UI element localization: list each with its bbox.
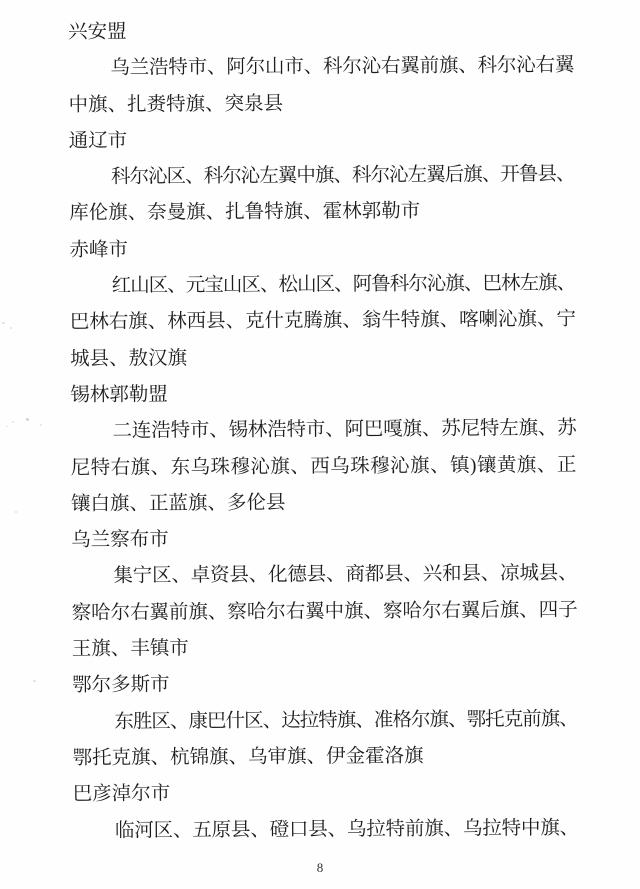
section-heading: 赤峰市 <box>69 239 129 261</box>
document-line: 鄂托克旗、杭锦旗、乌审旗、伊金霍洛旗 <box>72 745 424 769</box>
document-line: 红山区、元宝山区、松山区、阿鲁科尔沁旗、巴林左旗、 <box>111 272 576 297</box>
document-line: 集宁区、卓资县、化德县、商都县、兴和县、凉城县、 <box>113 563 578 588</box>
page-number: 8 <box>316 860 324 875</box>
document-line: 库伦旗、奈曼旗、扎鲁特旗、霍林郭勒市 <box>69 201 421 225</box>
section-heading: 巴彦淖尔市 <box>72 783 171 806</box>
section-heading: 通辽市 <box>68 130 128 152</box>
scan-speckle <box>2 322 5 324</box>
document-line: 镶白旗、正蓝旗、多伦县 <box>70 492 286 515</box>
document-line: 尼特右旗、东乌珠穆沁旗、西乌珠穆沁旗、镇)镶黄旗、正 <box>70 454 577 479</box>
document-line: 城县、敖汉旗 <box>70 347 188 370</box>
section-heading: 鄂尔多斯市 <box>72 674 170 697</box>
section-heading: 兴安盟 <box>68 21 127 43</box>
document-line: 巴林右旗、林西县、克什克腾旗、翁牛特旗、喀喇沁旗、宁 <box>69 309 576 334</box>
document-line: 中旗、扎赉特旗、突泉县 <box>68 93 284 116</box>
scan-speckle <box>15 511 17 513</box>
document-line: 东胜区、康巴什区、达拉特旗、准格尔旗、鄂托克前旗、 <box>114 708 578 733</box>
scan-speckle <box>12 421 14 423</box>
scan-speckle <box>6 426 8 427</box>
section-heading: 乌兰察布市 <box>71 529 169 552</box>
document-line: 王旗、丰镇市 <box>71 638 189 661</box>
document-line: 乌兰浩特市、阿尔山市、科尔沁右翼前旗、科尔沁右翼 <box>110 55 575 80</box>
document-line: 科尔沁区、科尔沁左翼中旗、科尔沁左翼后旗、开鲁县、 <box>110 164 575 188</box>
document-line: 察哈尔右翼前旗、察哈尔右翼中旗、察哈尔右翼后旗、四子 <box>71 599 578 624</box>
document-line: 二连浩特市、锡林浩特市、阿巴嘎旗、苏尼特左旗、苏 <box>112 418 577 443</box>
section-heading: 锡林郭勒盟 <box>70 384 168 406</box>
scan-speckle <box>33 680 36 682</box>
scan-speckle <box>40 424 42 426</box>
document-line: 临河区、五原县、磴口县、乌拉特前旗、乌拉特中旗、 <box>114 817 580 842</box>
document-text-block <box>68 12 579 850</box>
scan-speckle <box>10 327 12 329</box>
scan-speckle <box>26 418 29 421</box>
